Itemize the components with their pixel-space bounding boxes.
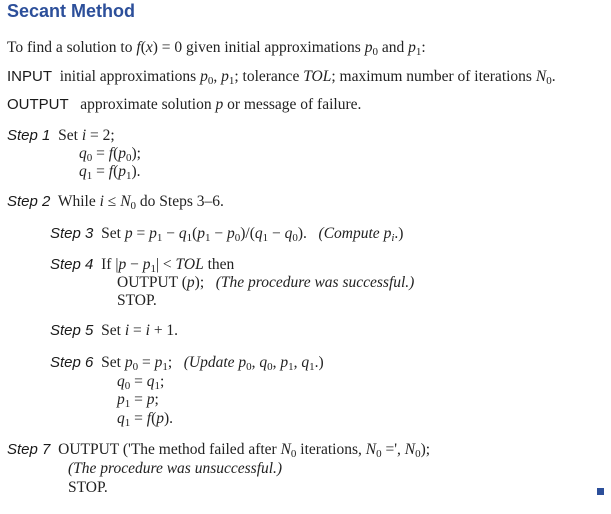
step-4-label: Step 4 xyxy=(50,256,94,273)
step-2-text-2: do Steps 3–6. xyxy=(139,193,224,210)
step-2-text: While xyxy=(57,193,96,210)
step-1-set: Set xyxy=(58,127,78,144)
input-text-3: ; maximum number of iterations xyxy=(331,68,532,85)
step-7-comment: (The procedure was unsuccessful.) xyxy=(68,460,283,477)
intro-text-3: and xyxy=(381,39,405,56)
step-6-p1: $p_1 = p$; xyxy=(117,391,159,410)
step-6-q1: $q_1 = f(p)$. xyxy=(117,410,174,429)
step-6: Step 6 Set $p_0 = p_1$; (Update $p_0$, $q_0$, $p_1$, $q_1$.) xyxy=(50,354,324,373)
step-3-comment: (Compute xyxy=(318,225,380,242)
step-3: Step 3 Set $p = p_1 - q_1(p_1 - p_0)/(q_1 - q_0)$. (Compute $p_i$.) xyxy=(50,225,404,244)
step-7-stop xyxy=(68,479,108,497)
step-4-output-keyword: OUTPUT xyxy=(117,274,178,291)
step-4-stop xyxy=(117,292,157,310)
step-1-label: Step 1 xyxy=(7,127,51,144)
step-2: Step 2 While $i \le N_0$ do Steps 3–6. xyxy=(7,193,224,212)
intro-text-2: given initial approximations xyxy=(186,39,361,56)
output-label: OUTPUT xyxy=(7,96,69,113)
step-4-if: If xyxy=(101,256,112,273)
step-7-comment-line xyxy=(68,460,282,478)
step-5-set: Set xyxy=(101,322,121,339)
step-6-set: Set xyxy=(101,354,121,371)
step-6-label: Step 6 xyxy=(50,354,94,371)
output-text-2: or message of failure. xyxy=(227,96,362,113)
intro-text: To find a solution to xyxy=(7,39,133,56)
step-4-stop-keyword: STOP. xyxy=(117,292,157,309)
step-6-q0: $q_0 = q_1$; xyxy=(117,373,165,392)
input-label: INPUT xyxy=(7,68,52,85)
step-7-iter: iterations, xyxy=(300,441,362,458)
step-4-tol: TOL xyxy=(175,256,204,273)
end-of-algorithm-marker xyxy=(597,488,604,495)
step-5: Step 5 Set i = i + 1. xyxy=(50,322,179,339)
step-7-stop-keyword: STOP. xyxy=(68,479,108,496)
input-text: initial approximations xyxy=(59,68,197,85)
output-text: approximate solution xyxy=(80,96,212,113)
algorithm-title: Secant Method xyxy=(7,1,136,21)
step-1-q1: $q_1 = f(p_1)$. xyxy=(79,163,141,182)
output-line: OUTPUT approximate solution p or message of failure. xyxy=(7,96,362,113)
step-3-set: Set xyxy=(101,225,121,242)
step-7-label: Step 7 xyxy=(7,441,51,458)
step-4-comment: (The procedure was successful.) xyxy=(215,274,415,291)
intro-line: To find a solution to f(x) = 0 given initial approximations $p_0$ and $p_1$: xyxy=(7,39,426,58)
step-3-label: Step 3 xyxy=(50,225,94,242)
step-4-output: OUTPUT (p); (The procedure was successful.) xyxy=(117,274,415,291)
input-line: INPUT initial approximations $p_0$, $p_1$; tolerance TOL; maximum number of iterations $N_0$. xyxy=(7,68,556,87)
step-1-q0: $q_0 = f(p_0)$; xyxy=(79,145,141,164)
step-6-comment: (Update xyxy=(183,354,235,371)
step-2-label: Step 2 xyxy=(7,193,51,210)
step-4-then: then xyxy=(207,256,235,273)
step-7-output-keyword: OUTPUT xyxy=(58,441,119,458)
step-7: Step 7 OUTPUT ('The method failed after $N_0$ iterations, $N_0$ =', $N_0$); xyxy=(7,441,431,460)
step-4: Step 4 If $|p - p_1|$ < TOL then xyxy=(50,256,235,275)
step-7-msg: ('The method failed after xyxy=(122,441,277,458)
input-text-2: ; tolerance xyxy=(234,68,300,85)
input-tol: TOL xyxy=(303,68,332,85)
step-5-label: Step 5 xyxy=(50,322,94,339)
step-1: Step 1 Set i = 2; xyxy=(7,127,115,144)
